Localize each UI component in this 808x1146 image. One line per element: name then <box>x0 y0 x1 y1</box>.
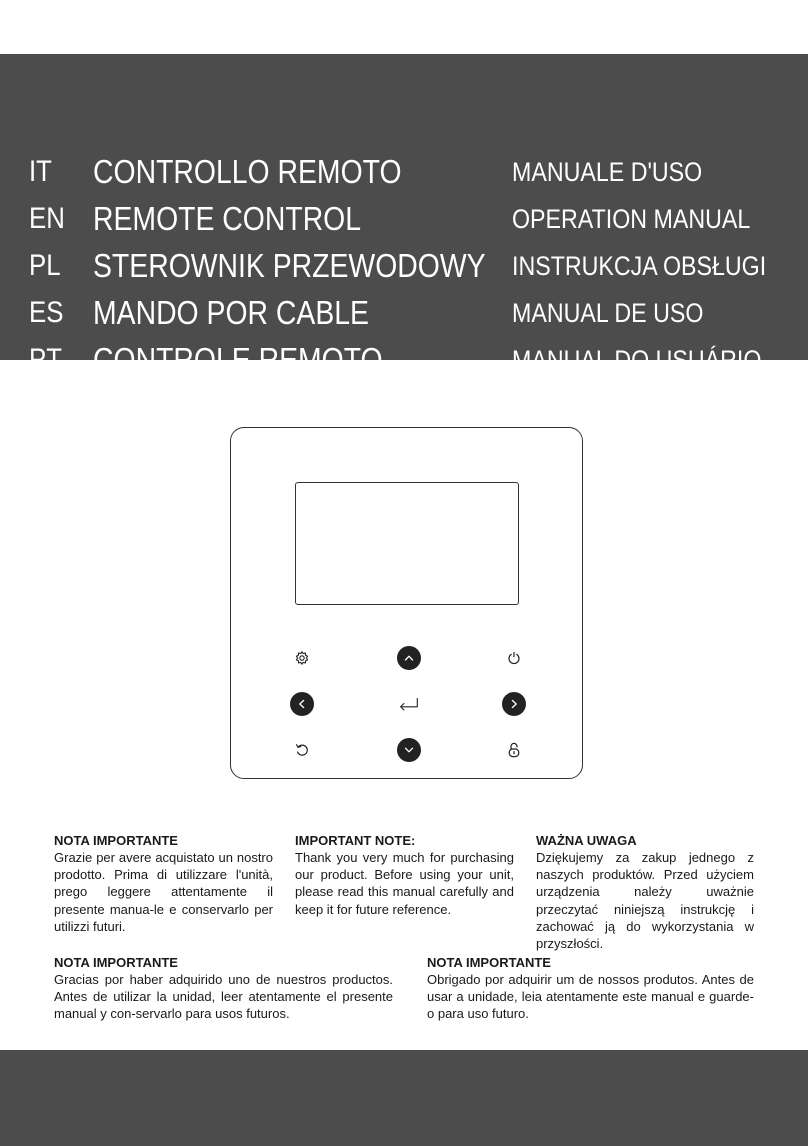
power-icon <box>502 646 526 670</box>
product-name: STEROWNIK PRZEWODOWY <box>93 247 486 284</box>
note-body: Gracias por haber adquirido uno de nuestros productos. Antes de utilizar la unidad, leer atentamente el presente manual y con-servarlo para usos futuros. <box>54 972 393 1022</box>
lang-code: PL <box>29 249 61 282</box>
lang-row-en <box>0 199 808 239</box>
manual-name: OPERATION MANUAL <box>512 204 751 234</box>
note-es <box>54 954 393 1023</box>
footer-band <box>0 1050 808 1146</box>
lang-row-it <box>0 152 808 192</box>
chevron-right-icon <box>502 692 526 716</box>
note-body: Grazie per avere acquistato un nostro prodotto. Prima di utilizzare l'unità, prego leggere attentamente il presente manua-le e conservarlo per utilizzi futuri. <box>54 850 273 934</box>
product-name: MANDO POR CABLE <box>93 294 369 331</box>
note-body: Dziękujemy za zakup jednego z naszych produktów. Przed użyciem urządzenia należy uważnie przeczytać niniejszą instrukcję i zachować ją do wykorzystania w przyszłości. <box>536 850 754 952</box>
lock-icon <box>502 738 526 762</box>
remote-control-illustration <box>230 427 583 779</box>
settings-gear-icon <box>290 646 314 670</box>
lang-code: PT <box>29 343 62 376</box>
title-band <box>0 54 808 378</box>
enter-return-icon <box>397 692 421 716</box>
chevron-left-icon <box>290 692 314 716</box>
lcd-screen <box>295 482 519 605</box>
note-pt <box>427 954 754 1023</box>
note-title: IMPORTANT NOTE: <box>295 833 416 848</box>
note-title: NOTA IMPORTANTE <box>427 955 551 970</box>
lang-row-pl <box>0 246 808 286</box>
note-title: WAŻNA UWAGA <box>536 833 637 848</box>
lang-row-pt <box>0 340 808 380</box>
chevron-up-icon <box>397 646 421 670</box>
lang-row-es <box>0 293 808 333</box>
lang-code: ES <box>29 296 64 329</box>
manual-name: MANUALE D'USO <box>512 157 703 187</box>
manual-name: MANUAL DE USO <box>512 298 704 328</box>
lang-code: EN <box>29 202 65 235</box>
back-undo-icon <box>290 738 314 762</box>
note-pl <box>536 832 754 952</box>
chevron-down-icon <box>397 738 421 762</box>
product-name: CONTROLLO REMOTO <box>93 153 402 190</box>
note-it <box>54 832 273 935</box>
note-title: NOTA IMPORTANTE <box>54 833 178 848</box>
product-name: CONTROLE REMOTO <box>93 341 383 378</box>
note-en <box>295 832 514 918</box>
note-body: Obrigado por adquirir um de nossos produtos. Antes de usar a unidade, leia atentamente este manual e guarde-o para uso futuro. <box>427 972 754 1022</box>
product-name: REMOTE CONTROL <box>93 200 362 237</box>
manual-name: MANUAL DO USUÁRIO <box>512 345 762 375</box>
note-body: Thank you very much for purchasing our product. Before using your unit, please read this manual carefully and keep it for future reference. <box>295 850 514 917</box>
lang-code: IT <box>29 155 52 188</box>
manual-name: INSTRUKCJA OBSŁUGI <box>512 251 767 281</box>
note-title: NOTA IMPORTANTE <box>54 955 178 970</box>
